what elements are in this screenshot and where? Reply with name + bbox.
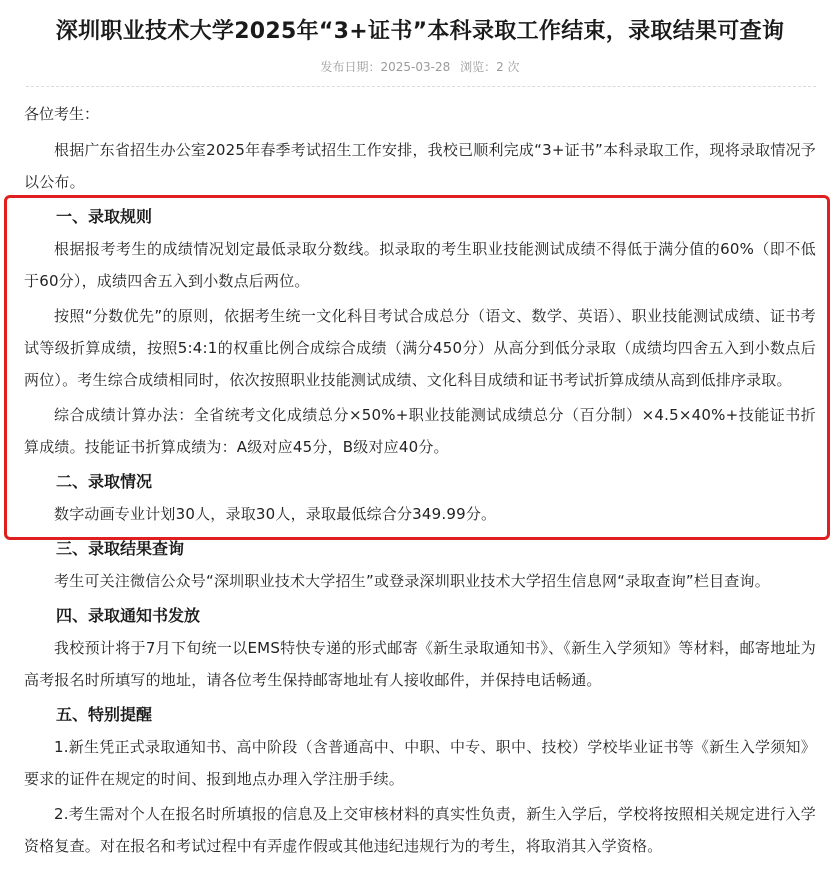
notice-paragraph: 我校预计将于7月下旬统一以EMS特快专递的形式邮寄《新生录取通知书》、《新生入学须知》等材料，邮寄地址为高考报名时所填写的地址，请各位考生保持邮寄地址有人接收邮件，并保持电话畅通。 bbox=[24, 639, 816, 689]
publish-date: 发布日期：2025-03-28 bbox=[320, 60, 451, 74]
rules-paragraph-1: 根据报考考生的成绩情况划定最低录取分数线。拟录取的考生职业技能测试成绩不得低于满分值的60%（即不低于60分），成绩四舍五入到小数点后两位。 bbox=[24, 240, 816, 290]
status-paragraph: 数字动画专业计划30人，录取30人，录取最低综合分349.99分。 bbox=[54, 505, 497, 523]
article-body bbox=[24, 98, 816, 865]
query-paragraph: 考生可关注微信公众号“深圳职业技术大学招生”或登录深圳职业技术大学招生信息网“录取查询”栏目查询。 bbox=[54, 572, 770, 590]
reminder-paragraph-2: 2.考生需对个人在报名时所填报的信息及上交审核材料的真实性负责，新生入学后，学校将按照相关规定进行入学资格复查。对在报名和考试过程中有弄虚作假或其他违纪违规行为的考生，将取消其入学资格。 bbox=[24, 805, 816, 855]
reminder-paragraph-1: 1.新生凭正式录取通知书、高中阶段（含普通高中、中职、中专、职中、技校）学校毕业证书等《新生入学须知》要求的证件在规定的时间、报到地点办理入学注册手续。 bbox=[24, 738, 816, 788]
section-heading-query: 三、录取结果查询 bbox=[56, 539, 185, 558]
article-meta bbox=[0, 58, 840, 75]
title-divider bbox=[26, 86, 816, 87]
view-count: 浏览：2 次 bbox=[460, 60, 520, 74]
section-heading-status: 二、录取情况 bbox=[56, 472, 153, 491]
rules-paragraph-3: 综合成绩计算办法：全省统考文化成绩总分×50%+职业技能测试成绩总分（百分制）×4.5×40%+技能证书折算成绩。技能证书折算成绩为：A级对应45分，B级对应40分。 bbox=[24, 406, 816, 456]
greeting: 各位考生： bbox=[24, 105, 100, 123]
section-heading-rules: 一、录取规则 bbox=[56, 207, 153, 226]
rules-paragraph-2: 按照“分数优先”的原则，依据考生统一文化科目考试合成总分（语文、数学、英语）、职业技能测试成绩、证书考试等级折算成绩，按照5:4:1的权重比例合成综合成绩（满分450分）从高分到低分录取（成绩均四舍五入到小数点后两位）。考生综合成绩相同时，依次按照职业技能测试成绩、文化科目成绩和证书考试折算成绩从高到低排序录取。 bbox=[24, 307, 816, 389]
page-title: 深圳职业技术大学2025年“3+证书”本科录取工作结束，录取结果可查询 bbox=[55, 19, 785, 44]
section-heading-notice: 四、录取通知书发放 bbox=[56, 606, 201, 625]
section-heading-reminder: 五、特别提醒 bbox=[56, 705, 153, 724]
intro-paragraph: 根据广东省招生办公室2025年春季考试招生工作安排，我校已顺利完成“3+证书”本科录取工作，现将录取情况予以公布。 bbox=[24, 141, 816, 191]
